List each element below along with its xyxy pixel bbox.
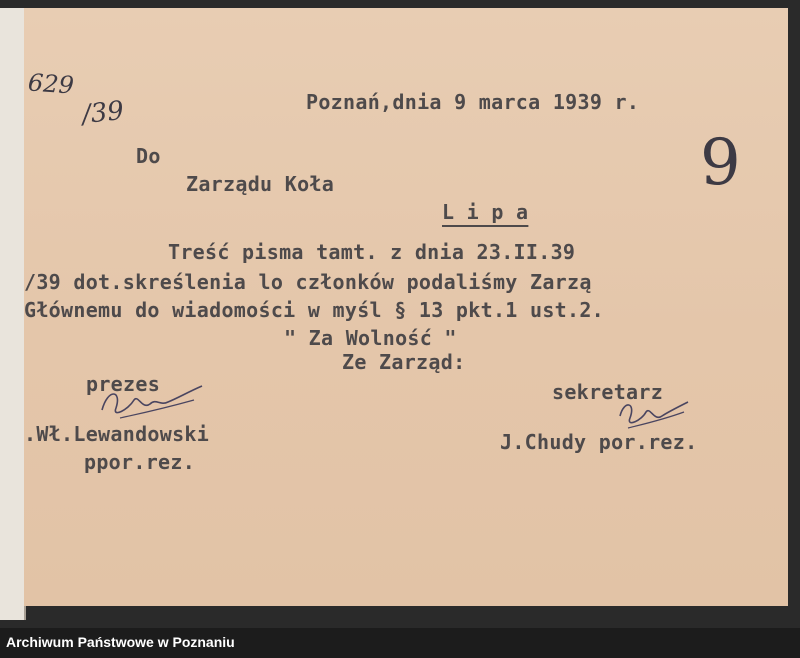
archive-footer-bar	[0, 628, 800, 658]
left-signatory-name: .Wł.Lewandowski	[24, 422, 210, 446]
right-signatory-name: J.Chudy por.rez.	[500, 430, 698, 454]
place-date-line: Poznań,dnia 9 marca 1939 r.	[306, 90, 640, 114]
handwritten-reference-number: 629	[27, 68, 75, 100]
addressee-place: L i p a	[442, 200, 529, 224]
salutation: Do	[136, 144, 161, 168]
handwritten-page-number: 9	[700, 126, 741, 200]
closing: Ze Zarząd:	[342, 350, 466, 374]
paper-edge-strip	[0, 8, 26, 620]
left-signatory-role: prezes	[86, 372, 161, 396]
body-line-3: Głównemu do wiadomości w myśl § 13 pkt.1 ust.2.	[24, 298, 605, 322]
handwritten-reference-year: /39	[80, 95, 126, 131]
addressee: Zarządu Koła	[186, 172, 335, 196]
body-line-1: Treść pisma tamt. z dnia 23.II.39	[168, 240, 576, 264]
document-page	[24, 8, 788, 606]
right-signature-scribble	[614, 396, 694, 436]
left-signatory-rank: ppor.rez.	[84, 450, 196, 474]
left-signature-scribble	[98, 380, 208, 426]
motto: " Za Wolność "	[284, 326, 457, 350]
archive-name: Archiwum Państwowe w Poznaniu	[6, 634, 235, 650]
body-line-2: /39 dot.skreślenia lo członków podaliśmy Zarzą	[24, 270, 592, 294]
right-signatory-role: sekretarz	[552, 380, 664, 404]
